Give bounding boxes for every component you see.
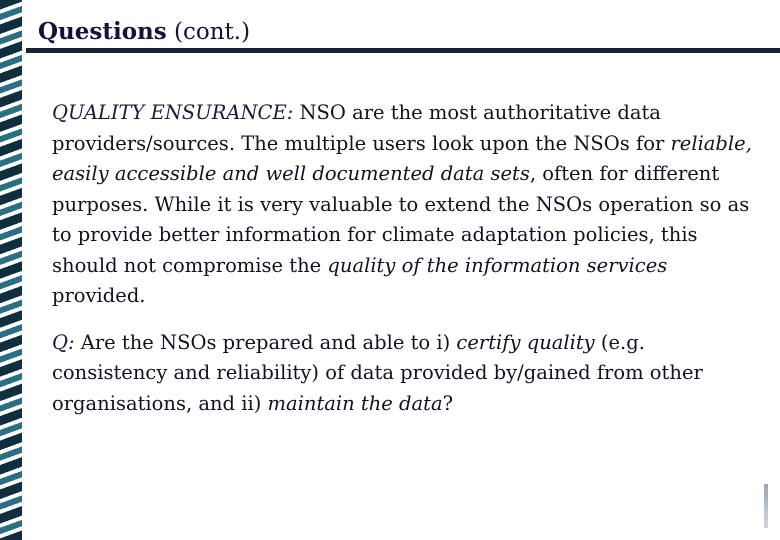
paragraph2-italic1: certify quality <box>456 330 595 354</box>
paragraph2-text2: (e.g. consistency and reliability) of data provided by/gained from other organisations, and ii) <box>52 330 703 415</box>
left-decorative-stripe <box>0 0 22 540</box>
paragraph1-italic1: reliable, easily accessible and well documented data sets <box>52 131 752 185</box>
paragraph2-text3: ? <box>442 391 454 415</box>
title-suffix: (cont.) <box>174 19 251 45</box>
paragraph-question <box>52 328 764 420</box>
paragraph2-text1: Are the NSOs prepared and able to i) <box>74 330 457 354</box>
paragraph2-lead: Q: <box>52 330 75 354</box>
title-divider <box>26 48 780 53</box>
page-title <box>38 16 250 48</box>
paragraph2-italic2: maintain the data <box>267 391 443 415</box>
paragraph1-text3: provided. <box>52 284 146 307</box>
paragraph1-italic2: quality of the information services <box>327 253 668 277</box>
paragraph1-lead: QUALITY ENSURANCE: <box>52 101 294 124</box>
title-main: Questions <box>38 18 167 45</box>
paragraph1-text2: , often for different purposes. While it is very valuable to extend the NSOs operation so as to provide better information for climate adaptation policies, this should not compromise the <box>52 162 750 277</box>
corner-decoration <box>764 484 768 528</box>
slide-body <box>52 98 764 419</box>
paragraph1-text1: NSO are the most authoritative data providers/sources. The multiple users look upon the NSOs for <box>52 101 671 155</box>
paragraph-quality-ensurance <box>52 98 764 312</box>
